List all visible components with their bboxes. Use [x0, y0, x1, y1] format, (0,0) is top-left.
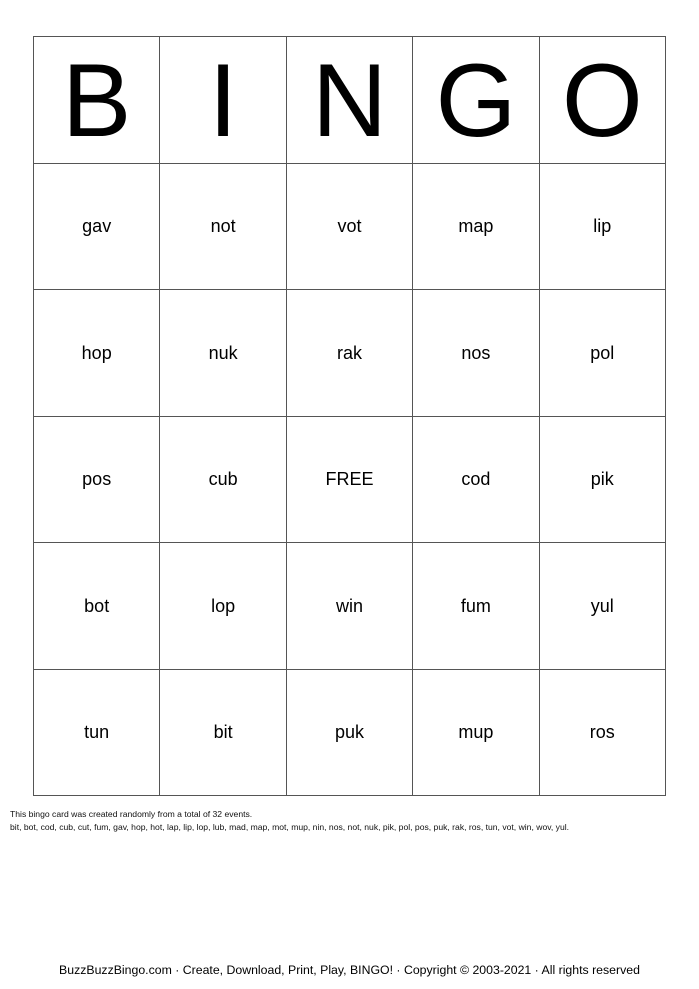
bingo-cell: lip: [540, 164, 666, 291]
bingo-cell: gav: [34, 164, 160, 291]
bingo-cell: rak: [287, 290, 413, 417]
bingo-cell: map: [413, 164, 539, 291]
header-letter-o: O: [540, 37, 666, 164]
footer-copyright: BuzzBuzzBingo.com · Create, Download, Print, Play, BINGO! · Copyright © 2003-2021 · All rights reserved: [59, 963, 640, 977]
free-space-cell: FREE: [287, 417, 413, 544]
bingo-cell: pol: [540, 290, 666, 417]
bingo-cell: hop: [34, 290, 160, 417]
bingo-cell: fum: [413, 543, 539, 670]
bingo-cell: nuk: [160, 290, 286, 417]
bingo-cell: nos: [413, 290, 539, 417]
bingo-card: [33, 36, 666, 796]
bingo-cell: lop: [160, 543, 286, 670]
card-summary-text: This bingo card was created randomly from a total of 32 events.: [10, 809, 253, 819]
bingo-cell: mup: [413, 670, 539, 797]
bingo-cell: ros: [540, 670, 666, 797]
card-info: [10, 808, 569, 834]
bingo-cell: cub: [160, 417, 286, 544]
bingo-cell: puk: [287, 670, 413, 797]
bingo-cell: pik: [540, 417, 666, 544]
bingo-cell: tun: [34, 670, 160, 797]
header-letter-i: I: [160, 37, 286, 164]
bingo-cell: not: [160, 164, 286, 291]
bingo-cell: bot: [34, 543, 160, 670]
header-letter-n: N: [287, 37, 413, 164]
header-letter-b: B: [34, 37, 160, 164]
bingo-cell: yul: [540, 543, 666, 670]
header-letter-g: G: [413, 37, 539, 164]
bingo-cell: vot: [287, 164, 413, 291]
bingo-cell: win: [287, 543, 413, 670]
bingo-cell: pos: [34, 417, 160, 544]
events-list-text: bit, bot, cod, cub, cut, fum, gav, hop, hot, lap, lip, lop, lub, mad, map, mot, mup, nin, nos, not, nuk, pik, pol, pos, puk, rak, ros, tun, vot, win, wov, yul.: [10, 822, 570, 832]
bingo-cell: cod: [413, 417, 539, 544]
bingo-cell: bit: [160, 670, 286, 797]
